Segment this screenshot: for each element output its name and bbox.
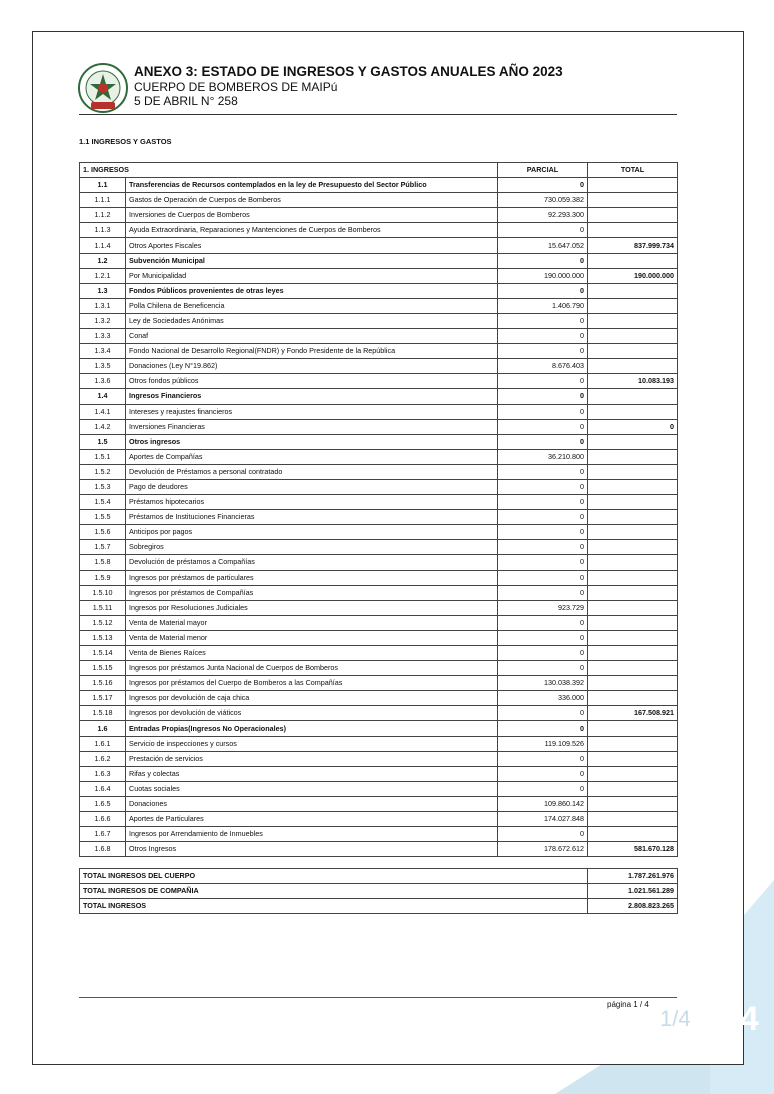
- row-description: Donaciones: [126, 796, 498, 811]
- row-parcial: 0: [498, 721, 588, 736]
- row-code: 1.4: [80, 389, 126, 404]
- row-parcial: 0: [498, 661, 588, 676]
- row-code: 1.5.14: [80, 646, 126, 661]
- row-total: [588, 736, 678, 751]
- row-code: 1.5.18: [80, 706, 126, 721]
- row-total: [588, 434, 678, 449]
- row-parcial: 0: [498, 178, 588, 193]
- row-description: Subvención Municipal: [126, 253, 498, 268]
- row-parcial: 0: [498, 464, 588, 479]
- table-row: [80, 781, 678, 796]
- column-header-parcial: PARCIAL: [498, 163, 588, 178]
- row-total: [588, 479, 678, 494]
- table-row: [80, 359, 678, 374]
- row-total: [588, 298, 678, 313]
- row-description: Aportes de Compañías: [126, 449, 498, 464]
- row-description: Venta de Material menor: [126, 630, 498, 645]
- row-parcial: 0: [498, 630, 588, 645]
- row-parcial: 0: [498, 495, 588, 510]
- row-total: [588, 178, 678, 193]
- row-description: Venta de Bienes Raíces: [126, 646, 498, 661]
- row-total: [588, 540, 678, 555]
- row-total: 10.083.193: [588, 374, 678, 389]
- row-description: Ingresos por devolución de caja chica: [126, 691, 498, 706]
- row-parcial: 178.672.612: [498, 842, 588, 857]
- row-total: [588, 766, 678, 781]
- table-row: [80, 842, 678, 857]
- row-code: 1.6.7: [80, 827, 126, 842]
- row-parcial: 0: [498, 766, 588, 781]
- row-parcial: 0: [498, 615, 588, 630]
- row-total: [588, 721, 678, 736]
- row-parcial: 0: [498, 404, 588, 419]
- document-page: [32, 31, 744, 1065]
- row-total: [588, 449, 678, 464]
- row-total: [588, 600, 678, 615]
- row-description: Otros ingresos: [126, 434, 498, 449]
- row-total: 190.000.000: [588, 268, 678, 283]
- row-total: [588, 253, 678, 268]
- row-parcial: 0: [498, 525, 588, 540]
- row-total: [588, 208, 678, 223]
- row-total: [588, 329, 678, 344]
- organization-address: 5 DE ABRIL N° 258: [134, 94, 238, 108]
- row-total: [588, 691, 678, 706]
- row-code: 1.6.1: [80, 736, 126, 751]
- row-total: [588, 495, 678, 510]
- row-parcial: 109.860.142: [498, 796, 588, 811]
- row-parcial: 1.406.790: [498, 298, 588, 313]
- table-row: [80, 464, 678, 479]
- row-parcial: 0: [498, 706, 588, 721]
- page-counter-watermark: 1/4: [660, 1006, 691, 1031]
- row-parcial: 0: [498, 540, 588, 555]
- row-code: 1.6.3: [80, 766, 126, 781]
- row-description: Fondos Públicos provenientes de otras leyes: [126, 283, 498, 298]
- row-total: 0: [588, 419, 678, 434]
- table-row: [80, 374, 678, 389]
- table-row: [80, 646, 678, 661]
- row-total: [588, 585, 678, 600]
- row-parcial: 0: [498, 555, 588, 570]
- row-total: [588, 313, 678, 328]
- row-parcial: 336.000: [498, 691, 588, 706]
- row-parcial: 92.293.300: [498, 208, 588, 223]
- row-parcial: 0: [498, 751, 588, 766]
- row-parcial: 923.729: [498, 600, 588, 615]
- fire-department-logo-icon: [77, 62, 129, 114]
- row-total: [588, 510, 678, 525]
- row-code: 1.2.1: [80, 268, 126, 283]
- row-parcial: 0: [498, 585, 588, 600]
- row-code: 1.5.12: [80, 615, 126, 630]
- header-divider: [79, 114, 677, 115]
- row-description: Ingresos por devolución de viáticos: [126, 706, 498, 721]
- row-description: Transferencias de Recursos contemplados en la ley de Presupuesto del Sector Público: [126, 178, 498, 193]
- table-row: [80, 812, 678, 827]
- row-code: 1.5.10: [80, 585, 126, 600]
- table-row: [80, 298, 678, 313]
- row-total: 837.999.734: [588, 238, 678, 253]
- total-row: [80, 884, 678, 899]
- table-row: [80, 510, 678, 525]
- row-parcial: 0: [498, 646, 588, 661]
- total-label: TOTAL INGRESOS: [80, 899, 588, 914]
- row-description: Por Municipalidad: [126, 268, 498, 283]
- row-code: 1.3: [80, 283, 126, 298]
- row-description: Ingresos por préstamos del Cuerpo de Bomberos a las Compañías: [126, 676, 498, 691]
- row-code: 1.5.5: [80, 510, 126, 525]
- table-row: [80, 419, 678, 434]
- table-title: 1. INGRESOS: [80, 163, 498, 178]
- row-code: 1.5: [80, 434, 126, 449]
- table-row: [80, 389, 678, 404]
- row-code: 1.6.5: [80, 796, 126, 811]
- row-description: Ingresos por préstamos Junta Nacional de Cuerpos de Bomberos: [126, 661, 498, 676]
- table-row: [80, 223, 678, 238]
- row-description: Donaciones (Ley N°19.862): [126, 359, 498, 374]
- row-description: Inversiones de Cuerpos de Bomberos: [126, 208, 498, 223]
- row-code: 1.1.2: [80, 208, 126, 223]
- row-parcial: 730.059.382: [498, 193, 588, 208]
- income-table: [79, 162, 678, 857]
- row-code: 1.1.1: [80, 193, 126, 208]
- row-code: 1.5.9: [80, 570, 126, 585]
- row-code: 1.5.15: [80, 661, 126, 676]
- document-title: ANEXO 3: ESTADO DE INGRESOS Y GASTOS ANUALES AÑO 2023: [134, 64, 563, 79]
- row-code: 1.3.3: [80, 329, 126, 344]
- row-total: [588, 676, 678, 691]
- row-description: Gastos de Operación de Cuerpos de Bomberos: [126, 193, 498, 208]
- row-code: 1.5.1: [80, 449, 126, 464]
- table-row: [80, 691, 678, 706]
- row-code: 1.5.2: [80, 464, 126, 479]
- total-row: [80, 899, 678, 914]
- column-header-total: TOTAL: [588, 163, 678, 178]
- row-code: 1.5.6: [80, 525, 126, 540]
- table-row: [80, 253, 678, 268]
- row-description: Ingresos por Arrendamiento de Inmuebles: [126, 827, 498, 842]
- total-value: 2.808.823.265: [588, 899, 678, 914]
- row-description: Conaf: [126, 329, 498, 344]
- row-description: Entradas Propias(Ingresos No Operacionales): [126, 721, 498, 736]
- row-total: [588, 223, 678, 238]
- totals-table: [79, 868, 678, 914]
- row-description: Aportes de Particulares: [126, 812, 498, 827]
- row-total: [588, 555, 678, 570]
- row-parcial: 0: [498, 283, 588, 298]
- row-description: Devolución de préstamos a Compañías: [126, 555, 498, 570]
- row-description: Venta de Material mayor: [126, 615, 498, 630]
- table-row: [80, 796, 678, 811]
- table-row: [80, 329, 678, 344]
- row-code: 1.3.1: [80, 298, 126, 313]
- row-parcial: 130.038.392: [498, 676, 588, 691]
- total-row: [80, 869, 678, 884]
- row-parcial: 0: [498, 313, 588, 328]
- row-code: 1.3.5: [80, 359, 126, 374]
- row-total: [588, 827, 678, 842]
- table-row: [80, 344, 678, 359]
- row-description: Ingresos por préstamos de particulares: [126, 570, 498, 585]
- table-row: [80, 751, 678, 766]
- row-description: Otros fondos públicos: [126, 374, 498, 389]
- table-row: [80, 525, 678, 540]
- row-total: 167.508.921: [588, 706, 678, 721]
- row-parcial: 0: [498, 479, 588, 494]
- row-description: Préstamos hipotecarios: [126, 495, 498, 510]
- table-row: [80, 555, 678, 570]
- row-description: Fondo Nacional de Desarrollo Regional(FNDR) y Fondo Presidente de la República: [126, 344, 498, 359]
- number-watermark: 44: [721, 1000, 759, 1038]
- row-total: [588, 630, 678, 645]
- total-label: TOTAL INGRESOS DE COMPAÑIA: [80, 884, 588, 899]
- organization-name: CUERPO DE BOMBEROS DE MAIPú: [134, 80, 338, 94]
- row-parcial: 0: [498, 344, 588, 359]
- row-code: 1.6.4: [80, 781, 126, 796]
- table-row: [80, 706, 678, 721]
- row-parcial: 0: [498, 827, 588, 842]
- row-total: [588, 661, 678, 676]
- row-code: 1.6.2: [80, 751, 126, 766]
- row-code: 1.3.2: [80, 313, 126, 328]
- page-number: página 1 / 4: [607, 1000, 649, 1009]
- row-description: Ayuda Extraordinaria, Reparaciones y Mantenciones de Cuerpos de Bomberos: [126, 223, 498, 238]
- row-parcial: 0: [498, 253, 588, 268]
- row-description: Ingresos Financieros: [126, 389, 498, 404]
- footer-divider: [79, 997, 677, 998]
- row-code: 1.2: [80, 253, 126, 268]
- table-row: [80, 630, 678, 645]
- table-row: [80, 208, 678, 223]
- table-row: [80, 193, 678, 208]
- row-parcial: 0: [498, 389, 588, 404]
- row-code: 1.5.8: [80, 555, 126, 570]
- row-description: Prestación de servicios: [126, 751, 498, 766]
- totals-table-body: [80, 869, 678, 914]
- row-description: Otros Ingresos: [126, 842, 498, 857]
- section-title: 1.1 INGRESOS Y GASTOS: [79, 137, 172, 146]
- row-description: Ley de Sociedades Anónimas: [126, 313, 498, 328]
- row-parcial: 0: [498, 510, 588, 525]
- row-description: Ingresos por Resoluciones Judiciales: [126, 600, 498, 615]
- row-description: Préstamos de Instituciones Financieras: [126, 510, 498, 525]
- row-code: 1.5.17: [80, 691, 126, 706]
- table-row: [80, 495, 678, 510]
- row-code: 1.5.3: [80, 479, 126, 494]
- row-description: Intereses y reajustes financieros: [126, 404, 498, 419]
- row-total: [588, 359, 678, 374]
- row-total: [588, 751, 678, 766]
- table-row: [80, 540, 678, 555]
- row-parcial: 0: [498, 781, 588, 796]
- row-total: [588, 389, 678, 404]
- row-code: 1.6.8: [80, 842, 126, 857]
- table-row: [80, 585, 678, 600]
- table-row: [80, 615, 678, 630]
- row-total: [588, 615, 678, 630]
- row-description: Ingresos por préstamos de Compañías: [126, 585, 498, 600]
- row-total: [588, 464, 678, 479]
- table-row: [80, 736, 678, 751]
- row-code: 1.5.13: [80, 630, 126, 645]
- row-parcial: 174.027.848: [498, 812, 588, 827]
- table-row: [80, 570, 678, 585]
- table-row: [80, 676, 678, 691]
- row-description: Pago de deudores: [126, 479, 498, 494]
- row-parcial: 0: [498, 570, 588, 585]
- row-parcial: 0: [498, 434, 588, 449]
- total-label: TOTAL INGRESOS DEL CUERPO: [80, 869, 588, 884]
- row-code: 1.1.3: [80, 223, 126, 238]
- row-parcial: 0: [498, 419, 588, 434]
- row-description: Inversiones Financieras: [126, 419, 498, 434]
- table-row: [80, 661, 678, 676]
- total-value: 1.021.561.289: [588, 884, 678, 899]
- row-total: [588, 781, 678, 796]
- row-parcial: 0: [498, 223, 588, 238]
- row-code: 1.5.7: [80, 540, 126, 555]
- row-parcial: 119.109.526: [498, 736, 588, 751]
- row-total: [588, 193, 678, 208]
- income-table-body: [80, 178, 678, 857]
- table-row: [80, 238, 678, 253]
- row-total: [588, 570, 678, 585]
- row-total: 581.670.128: [588, 842, 678, 857]
- row-description: Servicio de inspecciones y cursos: [126, 736, 498, 751]
- row-code: 1.4.1: [80, 404, 126, 419]
- row-total: [588, 646, 678, 661]
- row-description: Devolución de Préstamos a personal contratado: [126, 464, 498, 479]
- table-row: [80, 766, 678, 781]
- row-parcial: 8.676.403: [498, 359, 588, 374]
- row-total: [588, 344, 678, 359]
- row-code: 1.5.16: [80, 676, 126, 691]
- row-code: 1.3.4: [80, 344, 126, 359]
- row-parcial: 36.210.800: [498, 449, 588, 464]
- table-row: [80, 434, 678, 449]
- table-row: [80, 313, 678, 328]
- table-header-row: [80, 163, 678, 178]
- row-description: Cuotas sociales: [126, 781, 498, 796]
- row-code: 1.5.4: [80, 495, 126, 510]
- row-total: [588, 283, 678, 298]
- table-row: [80, 479, 678, 494]
- table-row: [80, 721, 678, 736]
- table-row: [80, 268, 678, 283]
- row-parcial: 190.000.000: [498, 268, 588, 283]
- total-value: 1.787.261.976: [588, 869, 678, 884]
- row-code: 1.4.2: [80, 419, 126, 434]
- row-total: [588, 525, 678, 540]
- row-code: 1.1.4: [80, 238, 126, 253]
- row-total: [588, 812, 678, 827]
- row-parcial: 15.647.052: [498, 238, 588, 253]
- row-code: 1.6.6: [80, 812, 126, 827]
- row-code: 1.3.6: [80, 374, 126, 389]
- row-total: [588, 404, 678, 419]
- table-row: [80, 404, 678, 419]
- table-row: [80, 827, 678, 842]
- table-row: [80, 283, 678, 298]
- row-total: [588, 796, 678, 811]
- row-parcial: 0: [498, 374, 588, 389]
- row-parcial: 0: [498, 329, 588, 344]
- row-description: Polla Chilena de Beneficencia: [126, 298, 498, 313]
- table-row: [80, 449, 678, 464]
- table-row: [80, 178, 678, 193]
- row-code: 1.5.11: [80, 600, 126, 615]
- row-code: 1.6: [80, 721, 126, 736]
- row-description: Otros Aportes Fiscales: [126, 238, 498, 253]
- row-description: Anticipos por pagos: [126, 525, 498, 540]
- row-description: Rifas y colectas: [126, 766, 498, 781]
- table-row: [80, 600, 678, 615]
- row-description: Sobregiros: [126, 540, 498, 555]
- row-code: 1.1: [80, 178, 126, 193]
